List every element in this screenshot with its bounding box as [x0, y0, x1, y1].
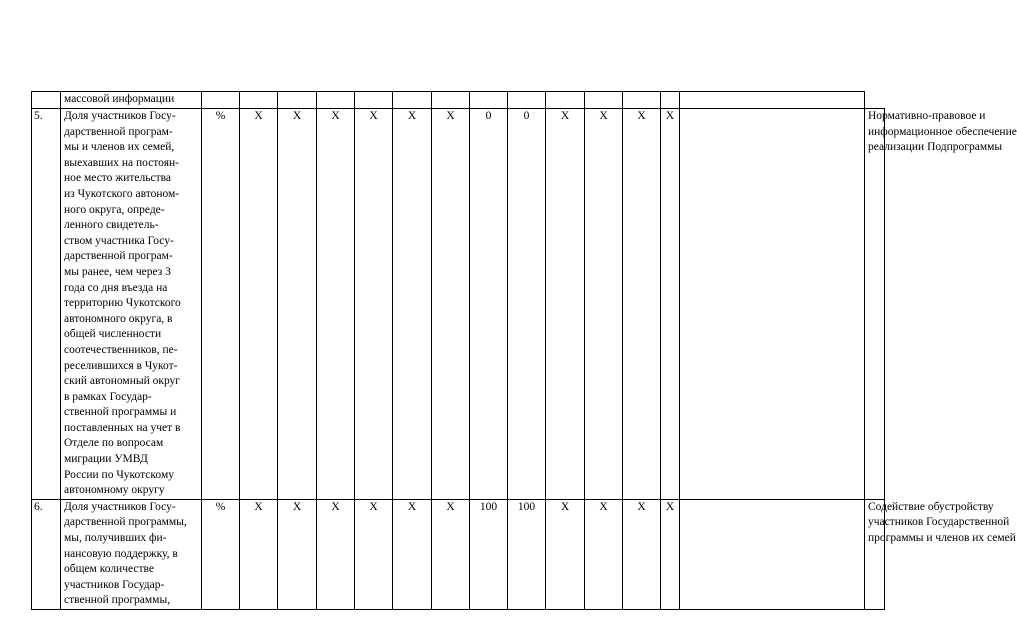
description-line: мы, получивших фи- [64, 532, 167, 545]
description-line: Доля участников Госу- [64, 500, 176, 513]
value-cell: X [240, 109, 278, 500]
description-line: России по Чукотскому [64, 468, 174, 481]
description-line: территорию Чукотского [64, 297, 181, 310]
result-line: программы и членов их семей [868, 532, 1016, 545]
value-cell: X [317, 109, 355, 500]
table-row [32, 499, 885, 609]
description-line: мы и членов их семей, [64, 141, 175, 154]
description-line: соотечественников, пе- [64, 343, 178, 356]
value-cell: X [393, 109, 432, 500]
description-cell: массовой информации [61, 92, 202, 109]
description-line: автономного округа, в [64, 312, 173, 325]
result-line: Нормативно-правовое и [868, 110, 986, 122]
empty-cell [680, 109, 865, 500]
value-cell: 0 [470, 109, 508, 500]
result-line: Содействие обустройству [868, 500, 994, 513]
description-line: реселившихся в Чукот- [64, 359, 178, 372]
description-line: общем количестве [64, 563, 154, 576]
description-line: миграции УМВД [64, 453, 148, 466]
description-line: дарственной программы, [64, 516, 187, 529]
value-cell: X [432, 109, 470, 500]
description-line: дарственной програм- [64, 250, 173, 263]
value-cell: X [317, 499, 355, 609]
value-cell: X [585, 109, 623, 500]
num-cell [32, 92, 61, 109]
value-cell: X [432, 499, 470, 609]
value-cell: X [546, 499, 585, 609]
description-line: из Чукотского автоном- [64, 187, 180, 200]
description-line: ленного свидетель- [64, 219, 159, 232]
description-line: в рамках Государ- [64, 390, 152, 403]
result-line: участников Государственной [868, 516, 1010, 529]
row-number: 5. [32, 109, 61, 500]
description-line: Отделе по вопросам [64, 437, 164, 450]
value-cell: X [278, 499, 317, 609]
description-cell [61, 109, 202, 500]
value-cell: X [661, 499, 680, 609]
value-cell: X [623, 109, 661, 500]
description-line: Доля участников Госу- [64, 110, 176, 122]
row-number: 6. [32, 499, 61, 609]
value-cell: 0 [508, 109, 546, 500]
unit-cell: % [202, 499, 240, 609]
description-line: участников Государ- [64, 578, 165, 591]
description-line: ственной программы и [64, 406, 177, 419]
indicators-table [31, 91, 1017, 610]
description-line: ственной программы, [64, 594, 171, 607]
result-line: реализации Подпрограммы [868, 141, 1003, 154]
value-cell: X [623, 499, 661, 609]
result-line: информационное обеспечение [868, 125, 1017, 138]
description-line: общей численности [64, 328, 162, 341]
value-cell: X [278, 109, 317, 500]
description-line: выехавших на постоян- [64, 156, 179, 169]
description-line: дарственной програм- [64, 125, 173, 138]
description-line: нансовую поддержку, в [64, 547, 178, 560]
empty-cell [680, 499, 865, 609]
description-line: ное место жительства [64, 172, 172, 185]
value-cell: X [240, 499, 278, 609]
value-cell: 100 [508, 499, 546, 609]
table-row [32, 109, 885, 500]
value-cell: X [393, 499, 432, 609]
description-line: автономному округу [64, 484, 165, 497]
value-cell: 100 [470, 499, 508, 609]
description-line: ного округа, опреде- [64, 203, 165, 216]
description-line: ский автономный округ [64, 375, 181, 388]
value-cell: X [585, 499, 623, 609]
result-cell [865, 499, 1016, 609]
description-line: года со дня въезда на [64, 281, 168, 294]
value-cell: X [661, 109, 680, 500]
value-cell: X [355, 499, 393, 609]
description-line: мы ранее, чем через 3 [64, 265, 171, 278]
unit-cell: % [202, 109, 240, 500]
result-cell [865, 109, 1017, 500]
description-cell [61, 499, 202, 609]
value-cell: X [355, 109, 393, 500]
value-cell: X [546, 109, 585, 500]
description-line: поставленных на учет в [64, 421, 181, 434]
table-row-continuation [32, 92, 885, 109]
description-line: ством участника Госу- [64, 234, 174, 247]
